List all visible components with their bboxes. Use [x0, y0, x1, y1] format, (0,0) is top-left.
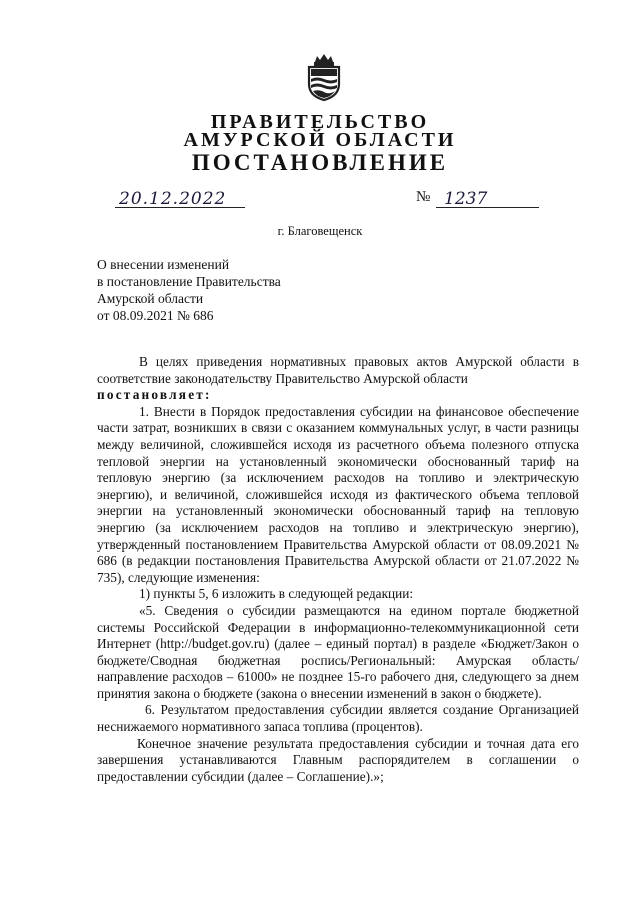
city: г. Благовещенск	[277, 224, 363, 238]
document-subject	[97, 256, 357, 324]
subject-line: в постановление Правительства	[97, 274, 281, 289]
item-1-paragraph: 1. Внести в Порядок предоставления субсидии на финансовое обеспечение части затрат, возникших в связи с оказанием коммунальных услуг, в части разницы между величиной, сложившейся исходя из расчетного объема полезного отпуска тепловой энергии на установленный экономически обоснованный тариф на тепловую энергию (за исключением расходов на топливо и электрическую энергию), и величиной, сложившейся исходя из фактического объема тепловой энергии на установленный экономически обоснованный тариф на тепловую энергию (за исключением расходов на топливо и электрическую энергию), утвержденный постановлением Правительства Амурской области от 08.09.2021 № 686 (в редакции постановления Правительства Амурской области от 21.07.2022 № 735), следующие изменения:	[97, 403, 579, 585]
org-name-line2: АМУРСКОЙ ОБЛАСТИ	[183, 129, 457, 151]
final-paragraph: Конечное значение результата предоставления субсидии и точная дата его завершения устанавливаются Главным распорядителем в соглашении о предоставлении субсидии (далее – Соглашение).»;	[97, 735, 579, 784]
point-5-paragraph: «5. Сведения о субсидии размещаются на едином портале бюджетной системы Российской Федерации в информационно-телекоммуникационной сети Интернет (http://budget.gov.ru) (далее – единый портал) в разделе «Бюджет/Закон о бюджете/Сводная бюджетная роспись/Региональный: Амурская область/направление расходов – 61000» не позднее 15-го рабочего дня, следующего за днем принятия закона о бюджете (закона о внесении изменений в закон о бюджете).	[97, 602, 579, 701]
decree-word: постановляет:	[97, 387, 212, 403]
coat-of-arms-icon	[303, 52, 345, 102]
subitem-1-paragraph: 1) пункты 5, 6 изложить в следующей редакции:	[139, 586, 414, 602]
org-name-line1: ПРАВИТЕЛЬСТВО	[210, 111, 430, 133]
document-type: ПОСТАНОВЛЕНИЕ	[191, 150, 449, 175]
subject-line: Амурской области	[97, 291, 204, 306]
subject-line: О внесении изменений	[97, 257, 230, 272]
document-number: 1237	[436, 190, 539, 208]
subject-line: от 08.09.2021 № 686	[97, 308, 214, 323]
document-date: 20.12.2022	[115, 190, 245, 208]
point-6-paragraph: 6. Результатом предоставления субсидии является создание Организацией неснижаемого нормативного запаса топлива (процентов).	[97, 702, 579, 735]
document-body	[97, 354, 579, 785]
number-label: №	[416, 189, 431, 205]
preamble-paragraph: В целях приведения нормативных правовых актов Амурской области в соответствие законодательству Правительство Амурской области	[97, 354, 579, 386]
